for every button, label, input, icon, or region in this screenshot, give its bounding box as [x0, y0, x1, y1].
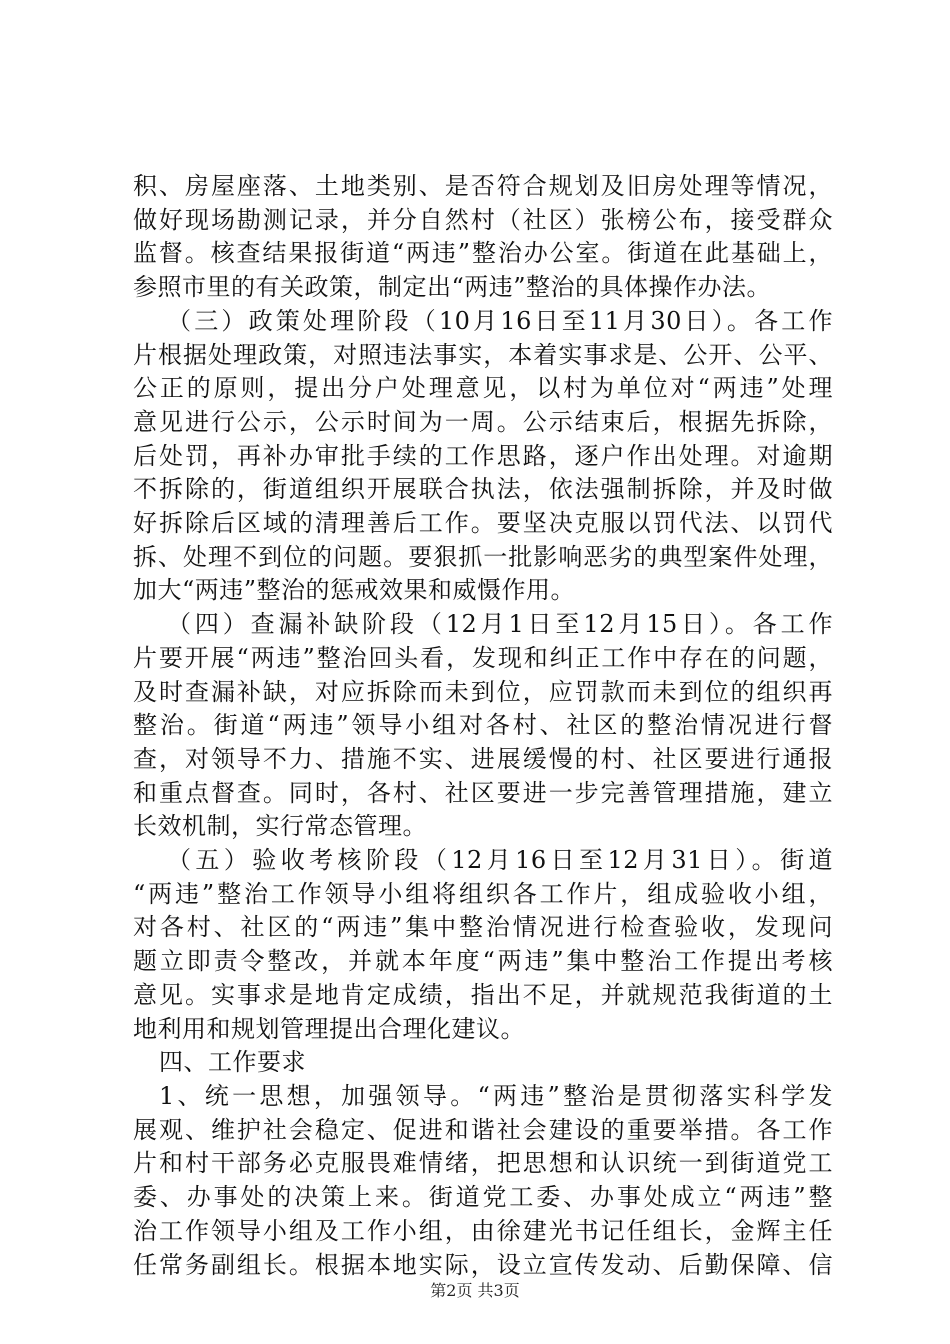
text-line: 及时查漏补缺，对应拆除而未到位，应罚款而未到位的组织再	[133, 677, 833, 706]
text-line: 意见进行公示，公示时间为一周。公示结束后，根据先拆除，	[133, 407, 833, 436]
text-line: （三）政策处理阶段（10月16日至11月30日）。各工作	[167, 306, 833, 335]
text-line: 片和村干部务必克服畏难情绪，把思想和认识统一到街道党工	[133, 1149, 833, 1178]
text-line: 1、统一思想，加强领导。“两违”整治是贯彻落实科学发	[159, 1081, 833, 1110]
text-line: 积、房屋座落、土地类别、是否符合规划及旧房处理等情况，	[133, 172, 833, 200]
text-line: 整治。街道“两违”领导小组对各村、社区的整治情况进行督	[133, 711, 833, 740]
text-line: 监督。核查结果报街道“两违”整治办公室。街道在此基础上，	[133, 239, 833, 268]
text-line: 参照市里的有关政策，制定出“两违”整治的具体操作办法。	[133, 273, 772, 302]
text-line: 公正的原则，提出分户处理意见，以村为单位对“两违”处理	[133, 374, 833, 403]
text-line: 治工作领导小组及工作小组，由徐建光书记任组长，金辉主任	[133, 1216, 833, 1245]
text-line: 长效机制，实行常态管理。	[133, 812, 427, 841]
text-line: （四）查漏补缺阶段（12月1日至12月15日）。各工作	[167, 610, 833, 639]
text-line: 四、工作要求	[159, 1048, 306, 1077]
text-line: 和重点督查。同时，各村、社区要进一步完善管理措施，建立	[133, 778, 833, 807]
text-line: 委、办事处的决策上来。街道党工委、办事处成立“两违”整	[133, 1183, 833, 1212]
text-line: “两违”整治工作领导小组将组织各工作片，组成验收小组，	[133, 879, 833, 908]
text-line: 题立即责令整改，并就本年度“两违”集中整治工作提出考核	[133, 947, 833, 976]
text-line: 片要开展“两违”整治回头看，发现和纠正工作中存在的问题，	[133, 643, 833, 672]
text-line: 好拆除后区域的清理善后工作。要坚决克服以罚代法、以罚代	[133, 509, 833, 538]
text-line: 地利用和规划管理提出合理化建议。	[133, 1014, 525, 1043]
text-line: 意见。实事求是地肯定成绩，指出不足，并就规范我街道的土	[133, 980, 833, 1009]
body-text	[133, 170, 833, 1282]
text-line: 对各村、社区的“两违”集中整治情况进行检查验收，发现问	[133, 913, 833, 942]
text-line: 不拆除的，街道组织开展联合执法，依法强制拆除，并及时做	[133, 475, 833, 504]
text-line: 片根据处理政策，对照违法事实，本着实事求是、公开、公平、	[133, 340, 833, 369]
text-line: 展观、维护社会稳定、促进和谐社会建设的重要举措。各工作	[133, 1115, 833, 1144]
text-line: 做好现场勘测记录，并分自然村（社区）张榜公布，接受群众	[133, 205, 833, 234]
text-line: （五）验收考核阶段（12月16日至12月31日）。街道	[167, 846, 833, 875]
text-line: 拆、处理不到位的问题。要狠抓一批影响恶劣的典型案件处理，	[133, 542, 833, 571]
text-line: 加大“两违”整治的惩戒效果和威慑作用。	[133, 576, 576, 605]
text-line: 后处罚，再补办审批手续的工作思路，逐户作出处理。对逾期	[133, 441, 833, 470]
page-footer: 第2页 共3页	[430, 1281, 520, 1300]
text-line: 任常务副组长。根据本地实际，设立宣传发动、后勤保障、信	[133, 1250, 833, 1279]
text-line: 查，对领导不力、措施不实、进展缓慢的村、社区要进行通报	[133, 744, 833, 773]
